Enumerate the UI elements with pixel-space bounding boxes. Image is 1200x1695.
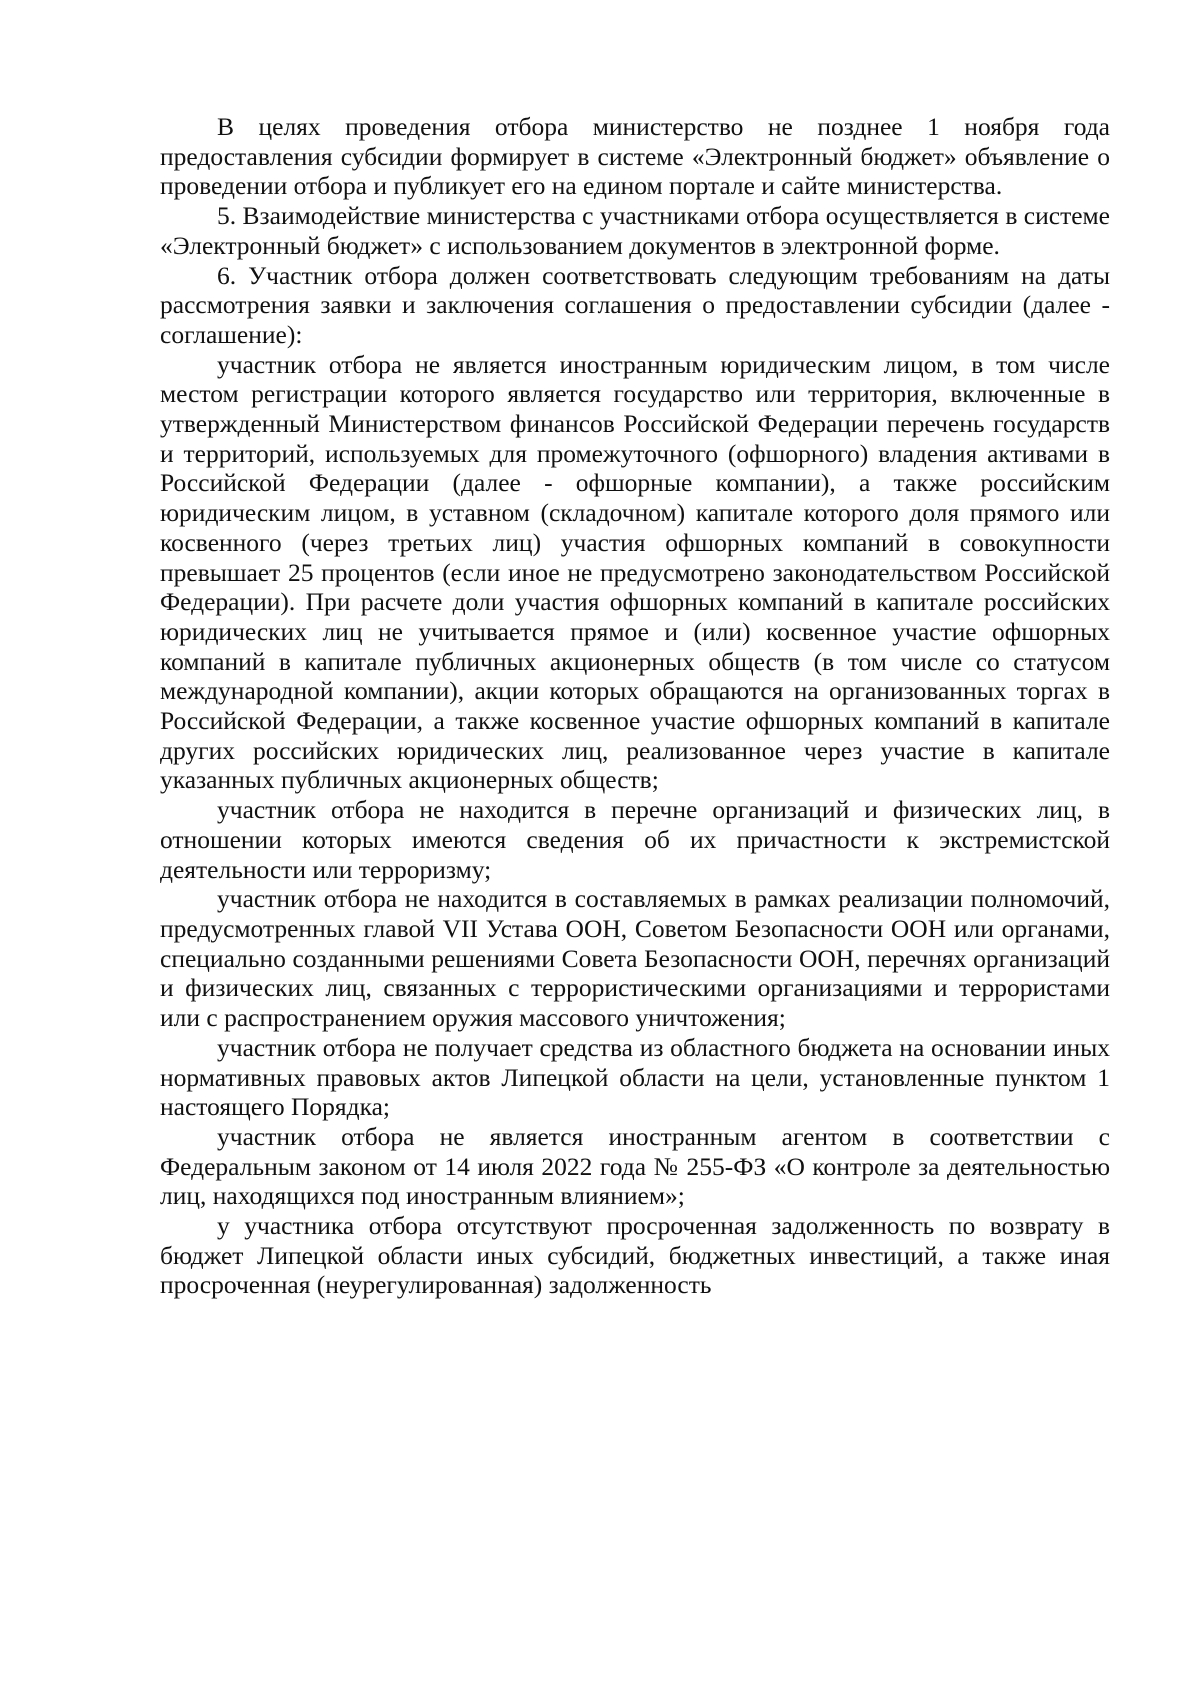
paragraph-offshore-requirement: участник отбора не является иностранным юридическим лицом, в том числе местом регистрации которого является государство или территория, включенные в утвержденный Министерством финансов Российской Федерации перечень государств и территорий, используемых для промежуточного (офшорного) владения активами в Российской Федерации (далее - офшорные компании), а также российским юридическим лицом, в уставном (складочном) капитале которого доля прямого или косвенного (через третьих лиц) участия офшорных компаний в совокупности превышает 25 процентов (если иное не предусмотрено законодательством Российской Федерации). При расчете доли участия офшорных компаний в капитале российских юридических лиц не учитывается прямое и (или) косвенное участие офшорных компаний в капитале публичных акционерных обществ (в том числе со статусом международной компании), акции которых обращаются на организованных торгах в Российской Федерации, а также косвенное участие офшорных компаний в капитале других российских юридических лиц, реализованное через участие в капитале указанных публичных акционерных обществ; bbox=[160, 349, 1110, 795]
paragraph-debt-requirement: у участника отбора отсутствуют просроченная задолженность по возврату в бюджет Липецкой области иных субсидий, бюджетных инвестиций, а также иная просроченная (неурегулированная) задолженность bbox=[160, 1211, 1110, 1300]
paragraph-un-sanctions-requirement: участник отбора не находится в составляемых в рамках реализации полномочий, предусмотренных главой VII Устава ООН, Советом Безопасности ООН или органами, специально созданными решениями Совета Безопасности ООН, перечнях организаций и физических лиц, связанных с террористическими организациями и террористами или с распространением оружия массового уничтожения; bbox=[160, 884, 1110, 1033]
document-page bbox=[160, 112, 1110, 1300]
paragraph-item-5: 5. Взаимодействие министерства с участниками отбора осуществляется в системе «Электронный бюджет» с использованием документов в электронной форме. bbox=[160, 201, 1110, 260]
paragraph-extremism-requirement: участник отбора не находится в перечне организаций и физических лиц, в отношении которых имеются сведения об их причастности к экстремистской деятельности или терроризму; bbox=[160, 795, 1110, 884]
paragraph-foreign-agent-requirement: участник отбора не является иностранным агентом в соответствии с Федеральным законом от 14 июля 2022 года № 255-ФЗ «О контроле за деятельностью лиц, находящихся под иностранным влиянием»; bbox=[160, 1121, 1110, 1211]
paragraph-announcement: В целях проведения отбора министерство не позднее 1 ноября года предоставления субсидии формирует в системе «Электронный бюджет» объявление о проведении отбора и публикует его на едином портале и сайте министерства. bbox=[160, 112, 1110, 201]
paragraph-budget-funds-requirement: участник отбора не получает средства из областного бюджета на основании иных нормативных правовых актов Липецкой области на цели, установленные пунктом 1 настоящего Порядка; bbox=[160, 1032, 1110, 1122]
paragraph-item-6: 6. Участник отбора должен соответствовать следующим требованиям на даты рассмотрения заявки и заключения соглашения о предоставлении субсидии (далее - соглашение): bbox=[160, 260, 1110, 349]
